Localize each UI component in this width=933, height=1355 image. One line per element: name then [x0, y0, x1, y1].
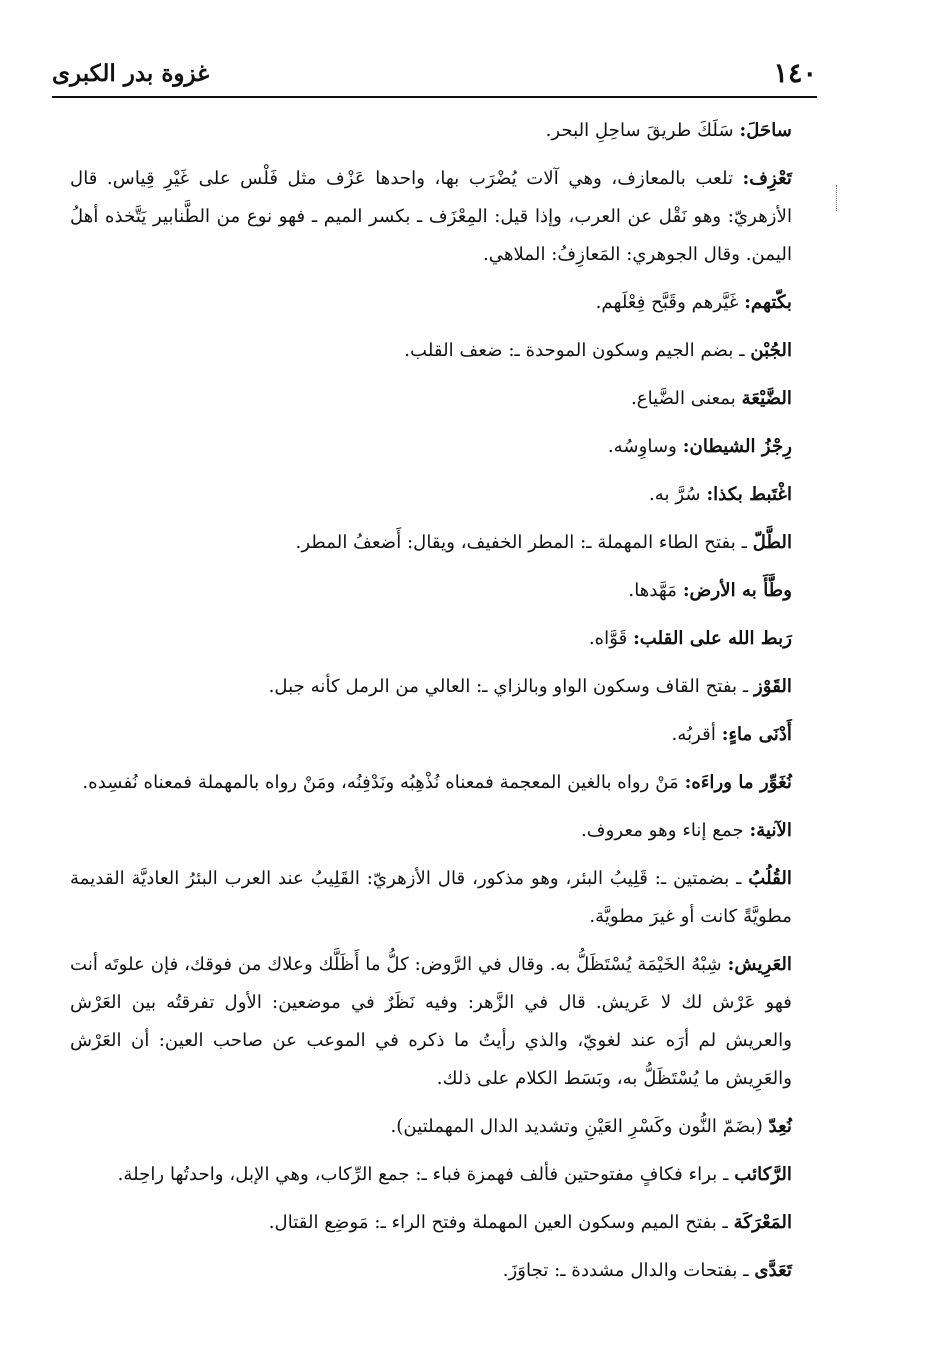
entry-term: القَوْز: [754, 676, 792, 697]
entry-term: الآنية:: [749, 820, 792, 841]
entry-definition: مَهَّدها.: [628, 580, 678, 601]
entry-definition: أقربُه.: [671, 724, 716, 745]
glossary-entry: [70, 1108, 812, 1146]
glossary-entry: [70, 284, 812, 322]
entry-definition: ـ بفتح الطاء المهملة ـ: المطر الخفيف، ويقال: أَضعفُ المطر.: [295, 532, 747, 553]
entry-term: الرَّكائب: [734, 1164, 792, 1185]
glossary-entry: [70, 1156, 812, 1194]
page-number: ١٤٠: [773, 58, 817, 89]
glossary-entries: [70, 112, 812, 1300]
entry-definition: ـ بضم الجيم وسكون الموحدة ـ: ضعف القلب.: [404, 340, 745, 361]
glossary-entry: [70, 380, 812, 418]
entry-definition: ـ بفتحات والدال مشددة ـ: تجاوَزَ.: [502, 1260, 749, 1281]
entry-term: الطَّلّ: [752, 532, 792, 553]
entry-definition: تلعب بالمعازف، وهي آلات يُضْرَب بها، واحدها عَزْف مثل فَلْس على غَيْرِ قِياس. قال الأزهريّ: وهو نَقْل عن العرب، وإذا قيل: المِعْزَف ـ بكسر الميم ـ فهو نوع من الطَّنابير يَتَّخذه أهلُ اليمن. وقال الجوهري: المَعازِفُ: الملاهي.: [70, 168, 792, 265]
entry-term: الجُبْن: [750, 340, 792, 361]
glossary-entry: [70, 1252, 812, 1290]
glossary-entry: [70, 112, 812, 150]
entry-term: اغْتَبط بكذا:: [706, 484, 792, 505]
entry-definition: شِبْهُ الخَيْمَة يُسْتَظَلُّ به. وقال في الرَّوض: كلُّ ما أَظَلَّك وعلاك من فوقك، فإن علوتَه أنت فهو عَرْش لك لا عَريش. قال في الزَّهر: وفيه نَظَرٌ في موضعين: الأول تفرقتُه بين العَرْش والعريش لم أرَه عند لغويّ، والذي رأيتُ ما ذكره في الموعب عن صاحب العين: أن العَرْش والعَرِيش ما يُسْتَظَلُّ به، وبَسَط الكلام على ذلك.: [70, 954, 792, 1089]
entry-term: تَعْزِف:: [742, 168, 792, 189]
entry-definition: وساوِسُه.: [607, 436, 677, 457]
glossary-entry: [70, 716, 812, 754]
entry-term: الضَّيْعَة: [741, 388, 792, 409]
margin-mark: [836, 185, 843, 211]
entry-term: ساحَلَ:: [739, 120, 792, 141]
glossary-entry: [70, 946, 812, 1098]
entry-term: رَبط الله على القلب:: [633, 628, 792, 649]
entry-definition: بمعنى الضَّياع.: [631, 388, 736, 409]
entry-definition: ـ بفتح القاف وسكون الواو وبالزاي ـ: العالي من الرمل كأنه جبل.: [268, 676, 749, 697]
entry-definition: ـ بفتح الميم وسكون العين المهملة وفتح الراء ـ: مَوضِع القتال.: [268, 1212, 728, 1233]
entry-definition: (بضَمّ النُّون وكَسْرِ العَيْنِ وتشديد الدال المهملتين).: [390, 1116, 763, 1137]
entry-term: نُعِدّ: [768, 1116, 792, 1137]
glossary-entry: [70, 428, 812, 466]
entry-definition: سُرَّ به.: [648, 484, 701, 505]
glossary-entry: [70, 860, 812, 936]
entry-term: وطَّأَ به الأرض:: [682, 580, 792, 601]
glossary-entry: [70, 764, 812, 802]
glossary-entry: [70, 476, 812, 514]
entry-definition: ـ براء فكافٍ مفتوحتين فألف فهمزة فباء ـ: جمع الرِّكاب، وهي الإبل، واحدتُها راحِلة.: [117, 1164, 729, 1185]
glossary-entry: [70, 620, 812, 658]
glossary-entry: [70, 332, 812, 370]
glossary-entry: [70, 1204, 812, 1242]
page-header: [52, 52, 817, 98]
glossary-entry: [70, 160, 812, 274]
entry-definition: غَيَّرهم وقَبَّح فِعْلَهم.: [595, 292, 739, 313]
entry-term: رِجْزُ الشيطان:: [682, 436, 792, 457]
entry-definition: ـ بضمتين ـ: قَلِيبُ البئر، وهو مذكور، قال الأزهريّ: القَلِيبُ عند العرب البئرُ العاديَّة القديمة مطويَّةً كانت أو غيرَ مطويَّة.: [70, 868, 792, 927]
entry-term: أَدْنَى ماءٍ:: [721, 724, 792, 745]
entry-definition: سَلَكَ طريقَ ساحِلِ البحر.: [545, 120, 734, 141]
glossary-entry: [70, 572, 812, 610]
running-title: غزوة بدر الكبرى: [52, 60, 210, 87]
entry-definition: قَوَّاه.: [588, 628, 628, 649]
entry-term: المَعْرَكَة: [733, 1212, 792, 1233]
entry-term: تَعَدَّى: [754, 1260, 792, 1281]
entry-definition: جمع إناء وهو معروف.: [581, 820, 744, 841]
entry-term: بكّتهم:: [744, 292, 792, 313]
entry-term: نُغَوِّر ما وراءَه:: [684, 772, 792, 793]
glossary-entry: [70, 812, 812, 850]
entry-term: العَرِيش:: [727, 954, 792, 975]
entry-definition: مَنْ رواه بالغين المعجمة فمعناه نُذْهِبُه ونَدْفِنُه، ومَنْ رواه بالمهملة فمعناه نُفسِده.: [82, 772, 679, 793]
entry-term: القُلُبُ: [748, 868, 792, 889]
glossary-entry: [70, 524, 812, 562]
glossary-entry: [70, 668, 812, 706]
